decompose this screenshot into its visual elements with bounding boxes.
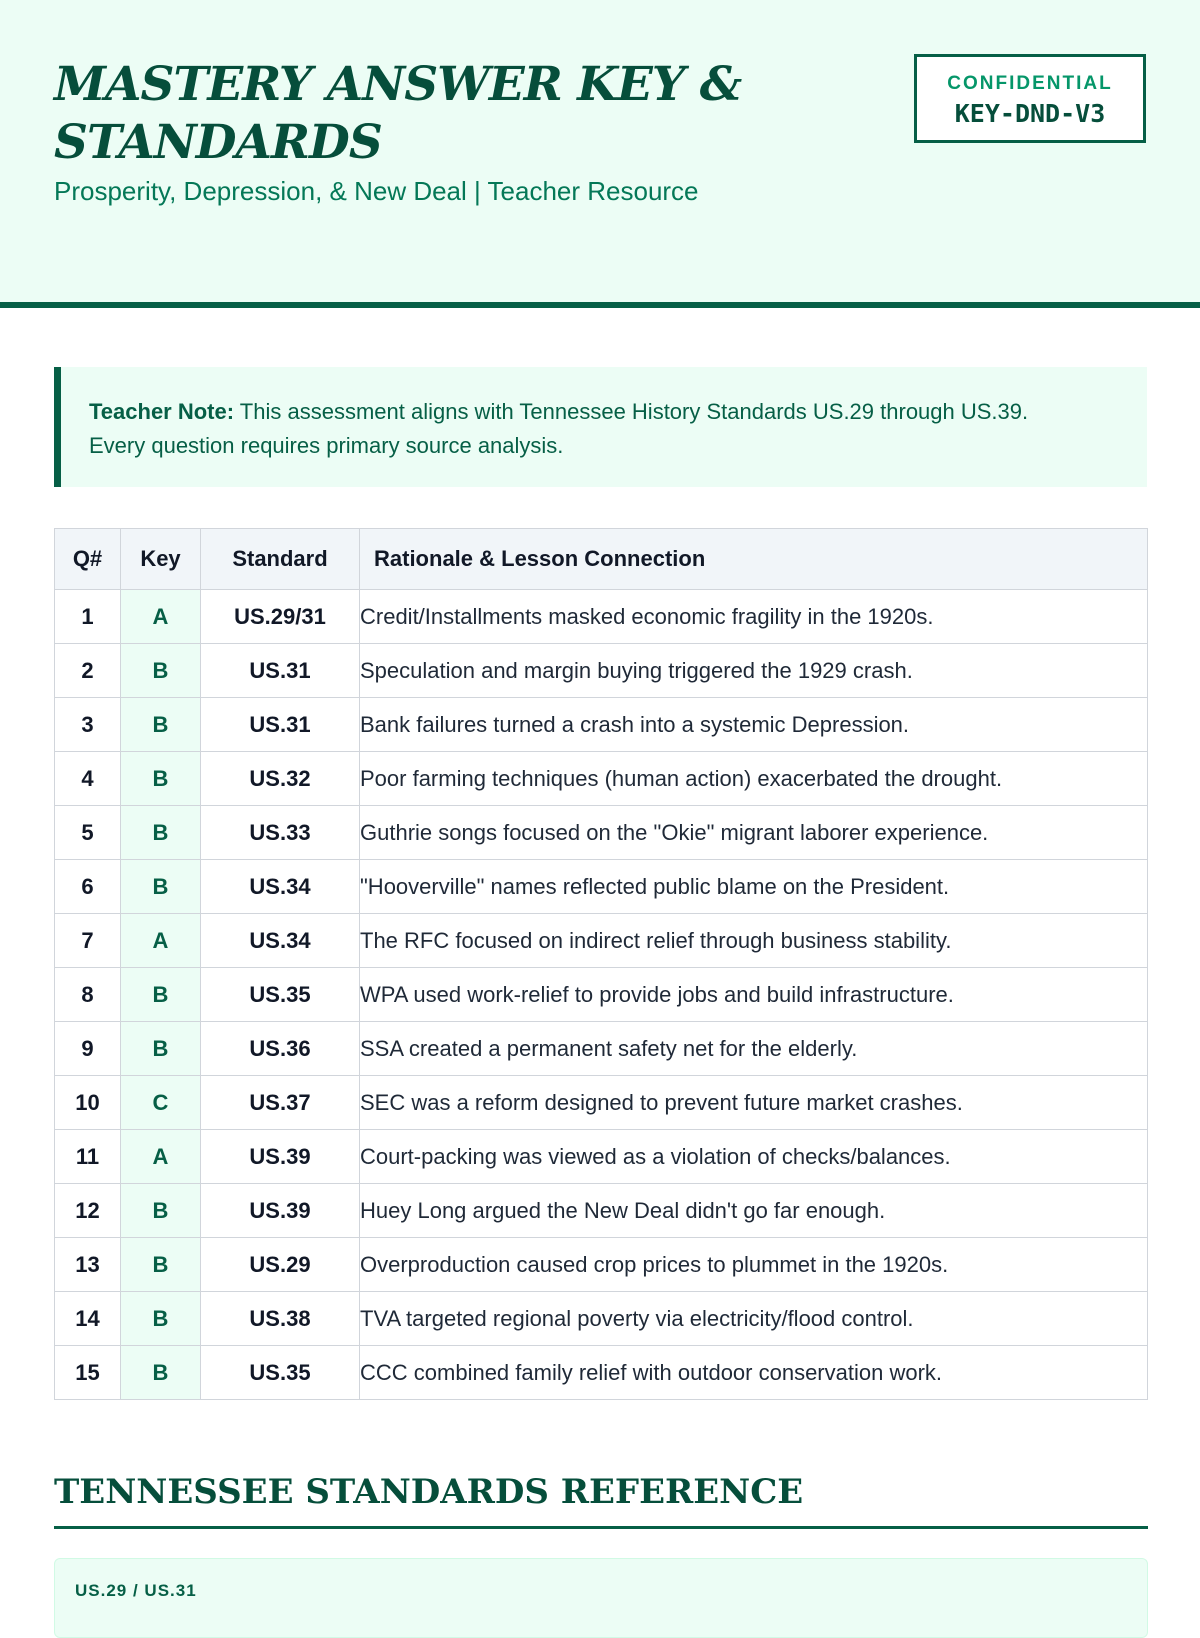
table-row xyxy=(55,1022,1148,1076)
rationale-cell: Poor farming techniques (human action) exacerbated the drought. xyxy=(360,752,1148,806)
table-row xyxy=(55,1238,1148,1292)
column-header-rationale: Rationale & Lesson Connection xyxy=(360,529,1148,590)
standard-cell: US.34 xyxy=(201,914,360,968)
standard-cell: US.35 xyxy=(201,968,360,1022)
teacher-note-text: This assessment aligns with Tennessee History Standards US.29 through US.39. Every question requires primary source analysis. xyxy=(89,399,1029,458)
standard-cell: US.34 xyxy=(201,860,360,914)
column-header-standard: Standard xyxy=(201,529,360,590)
rationale-cell: The RFC focused on indirect relief through business stability. xyxy=(360,914,1148,968)
page-title: MASTERY ANSWER KEY & STANDARDS xyxy=(54,57,742,170)
table-header-row xyxy=(55,529,1148,590)
rationale-cell: Huey Long argued the New Deal didn't go far enough. xyxy=(360,1184,1148,1238)
answer-key-cell: B xyxy=(121,698,201,752)
standard-cell: US.29/31 xyxy=(201,590,360,644)
rationale-cell: Bank failures turned a crash into a systemic Depression. xyxy=(360,698,1148,752)
question-number-cell: 6 xyxy=(55,860,121,914)
section-divider xyxy=(54,1526,1148,1529)
column-header-question: Q# xyxy=(55,529,121,590)
standards-card-label: US.29 / US.31 xyxy=(75,1581,197,1600)
question-number-cell: 14 xyxy=(55,1292,121,1346)
question-number-cell: 5 xyxy=(55,806,121,860)
answer-key-cell: B xyxy=(121,1346,201,1400)
rationale-cell: SSA created a permanent safety net for the elderly. xyxy=(360,1022,1148,1076)
answer-key-table xyxy=(54,528,1148,1400)
table-row xyxy=(55,860,1148,914)
answer-key-cell: B xyxy=(121,644,201,698)
answer-key-cell: B xyxy=(121,806,201,860)
standards-reference-card xyxy=(54,1558,1148,1638)
table-row xyxy=(55,1076,1148,1130)
table-row xyxy=(55,752,1148,806)
teacher-note xyxy=(54,367,1147,487)
answer-key-cell: C xyxy=(121,1076,201,1130)
standard-cell: US.35 xyxy=(201,1346,360,1400)
standard-cell: US.37 xyxy=(201,1076,360,1130)
rationale-cell: CCC combined family relief with outdoor conservation work. xyxy=(360,1346,1148,1400)
table-row xyxy=(55,698,1148,752)
table-row xyxy=(55,806,1148,860)
standard-cell: US.29 xyxy=(201,1238,360,1292)
standard-cell: US.39 xyxy=(201,1130,360,1184)
question-number-cell: 11 xyxy=(55,1130,121,1184)
answer-key-body xyxy=(55,590,1148,1400)
question-number-cell: 1 xyxy=(55,590,121,644)
rationale-cell: Speculation and margin buying triggered the 1929 crash. xyxy=(360,644,1148,698)
page-header xyxy=(0,0,1200,308)
standard-cell: US.33 xyxy=(201,806,360,860)
answer-key-cell: B xyxy=(121,752,201,806)
answer-key-cell: B xyxy=(121,968,201,1022)
standard-cell: US.32 xyxy=(201,752,360,806)
answer-key-cell: B xyxy=(121,1238,201,1292)
rationale-cell: Guthrie songs focused on the "Okie" migrant laborer experience. xyxy=(360,806,1148,860)
standard-cell: US.38 xyxy=(201,1292,360,1346)
rationale-cell: TVA targeted regional poverty via electricity/flood control. xyxy=(360,1292,1148,1346)
answer-key-cell: B xyxy=(121,1022,201,1076)
table-row xyxy=(55,1130,1148,1184)
standard-cell: US.36 xyxy=(201,1022,360,1076)
question-number-cell: 2 xyxy=(55,644,121,698)
standard-cell: US.31 xyxy=(201,644,360,698)
question-number-cell: 13 xyxy=(55,1238,121,1292)
teacher-note-label: Teacher Note: xyxy=(89,399,235,424)
rationale-cell: WPA used work-relief to provide jobs and build infrastructure. xyxy=(360,968,1148,1022)
rationale-cell: "Hooverville" names reflected public blame on the President. xyxy=(360,860,1148,914)
table-row xyxy=(55,644,1148,698)
question-number-cell: 15 xyxy=(55,1346,121,1400)
page-subtitle: Prosperity, Depression, & New Deal | Teacher Resource xyxy=(54,176,699,206)
question-number-cell: 9 xyxy=(55,1022,121,1076)
confidential-badge xyxy=(914,54,1146,143)
badge-code: KEY-DND-V3 xyxy=(954,99,1106,128)
table-row xyxy=(55,914,1148,968)
table-row xyxy=(55,1184,1148,1238)
answer-key-cell: A xyxy=(121,914,201,968)
question-number-cell: 12 xyxy=(55,1184,121,1238)
question-number-cell: 8 xyxy=(55,968,121,1022)
question-number-cell: 7 xyxy=(55,914,121,968)
rationale-cell: Court-packing was viewed as a violation of checks/balances. xyxy=(360,1130,1148,1184)
answer-key-cell: B xyxy=(121,1292,201,1346)
standards-reference-title: TENNESSEE STANDARDS REFERENCE xyxy=(54,1472,804,1512)
question-number-cell: 3 xyxy=(55,698,121,752)
table-row xyxy=(55,968,1148,1022)
column-header-key: Key xyxy=(121,529,201,590)
table-row xyxy=(55,590,1148,644)
answer-key-cell: A xyxy=(121,1130,201,1184)
question-number-cell: 4 xyxy=(55,752,121,806)
question-number-cell: 10 xyxy=(55,1076,121,1130)
rationale-cell: Credit/Installments masked economic fragility in the 1920s. xyxy=(360,590,1148,644)
rationale-cell: Overproduction caused crop prices to plummet in the 1920s. xyxy=(360,1238,1148,1292)
answer-key-cell: B xyxy=(121,1184,201,1238)
table-row xyxy=(55,1346,1148,1400)
rationale-cell: SEC was a reform designed to prevent future market crashes. xyxy=(360,1076,1148,1130)
standard-cell: US.39 xyxy=(201,1184,360,1238)
table-row xyxy=(55,1292,1148,1346)
answer-key-cell: B xyxy=(121,860,201,914)
answer-key-cell: A xyxy=(121,590,201,644)
standard-cell: US.31 xyxy=(201,698,360,752)
badge-label: CONFIDENTIAL xyxy=(947,73,1113,94)
